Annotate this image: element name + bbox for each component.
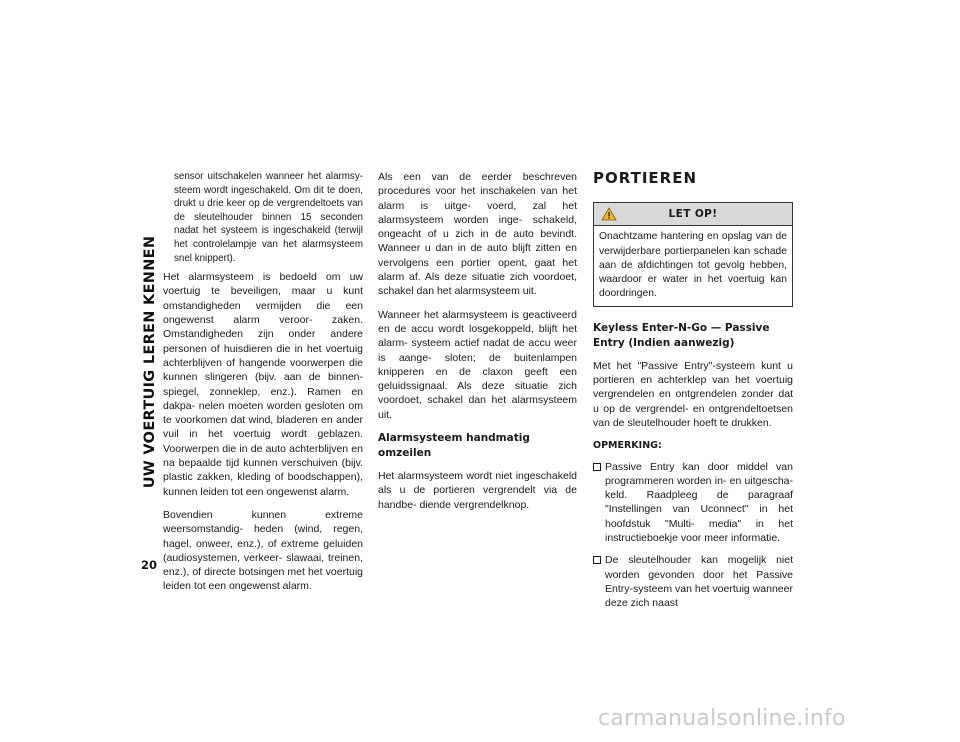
chapter-title: UW VOERTUIG LEREN KENNEN [142, 235, 158, 489]
paragraph: Wanneer het alarmsysteem is geactiveerd en de accu wordt losgekoppeld, blijft het alarm- systeem actief nadat de accu weer is aange- sloten; de buitenlampen knipperen en de claxon geeft een geluidssignaal. Als deze situatie zich voordoet, schakel dan het alarmsysteem uit. [378, 308, 577, 421]
column-left [163, 170, 363, 603]
bullet-item: Passive Entry kan door middel van programmeren worden in- en uitgescha- keld. Raadpleeg de paragraaf "Instellingen van Uconnect" in het hoofdstuk "Multi- media" in het instructieboekje voor meer informatie. [593, 460, 793, 546]
warning-label: LET OP! [668, 208, 718, 221]
subheading: Keyless Enter-N-Go — Passive Entry (Indien aanwezig) [593, 321, 770, 349]
paragraph: Het alarmsysteem is bedoeld om uw voertuig te beveiligen, maar u kunt omstandigheden vermijden die een ongewenst alarm veroor- zaken. Omstandigheden zijn onder andere personen of huisdieren die in het voertuig achterblijven of hangende voorwerpen die kunnen slingeren (bijv. aan de binnen- spiegel, zonneklep, enz.). Ramen en dakpa- nelen moeten worden gesloten om te voorkomen dat wind, bladeren en ander vuil in het voertuig wordt geblazen. Voorwerpen die in de auto achterblijven en na bepaalde tijd kunnen verschuiven (bijv. plastic zakken, kleding of boodschappen), kunnen leiden tot een ongewenst alarm. [163, 271, 363, 498]
bullet-square-icon [593, 463, 601, 471]
paragraph: Bovendien kunnen extreme weersomstandig- heden (wind, regen, hagel, onweer, enz.), of extreme geluiden (audiosystemen, verkeer- slawaai, treinen, enz.), of directe botsingen met het voertuig leiden tot een ongewenst alarm. [163, 508, 363, 593]
note-continuation: sensor uitschakelen wanneer het alarmsy- steem wordt ingeschakeld. Om dit te doen, drukt u drie keer op de vergrendeltoets van de sleutelhouder binnen 15 seconden nadat het systeem is ingeschakeld (terwijl het controlelampje van het alarmsysteem snel knippert). [174, 171, 363, 264]
column-right [593, 170, 793, 619]
bullet-item: De sleutelhouder kan mogelijk niet worden gevonden door het Passive Entry-systeem van het voertuig wanneer deze zich naast [593, 553, 793, 610]
paragraph: Met het "Passive Entry"-systeem kunt u portieren en achterklep van het voertuig vergrendelen en ontgrendelen zonder dat u op de vergrendel- en ontgrendeltoetsen van de sleutelhouder hoeft te drukken. [593, 359, 793, 429]
watermark: carmanualsonline.info [598, 706, 846, 731]
column-middle [378, 170, 577, 521]
paragraph: Als een van de eerder beschreven procedures voor het inschakelen van het alarm is uitge- voerd, zal het alarmsysteem worden inge- schakeld, ongeacht of u zich in de auto bevindt. Wanneer u dan in de auto blijft zitten en vervolgens een portier opent, gaat het alarm af. Als deze situatie zich voordoet, schakel dan het alarmsysteem uit. [378, 171, 577, 298]
section-title: PORTIEREN [593, 169, 698, 187]
warning-text: Onachtzame hantering en opslag van de verwijderbare portierpanelen kan schade aan de afdichtingen tot gevolg hebben, waardoor er water in het voertuig kan doordringen. [599, 231, 787, 300]
warning-triangle-icon [601, 207, 617, 221]
page-number: 20 [141, 558, 158, 572]
note-label: OPMERKING: [593, 440, 662, 452]
warning-box [593, 202, 793, 306]
bullet-square-icon [593, 556, 601, 564]
paragraph: Het alarmsysteem wordt niet ingeschakeld als u de portieren vergrendelt via de handbe- diende vergrendelknop. [378, 470, 577, 511]
warning-header [594, 203, 792, 226]
subheading: Alarmsysteem handmatig omzeilen [378, 432, 530, 460]
